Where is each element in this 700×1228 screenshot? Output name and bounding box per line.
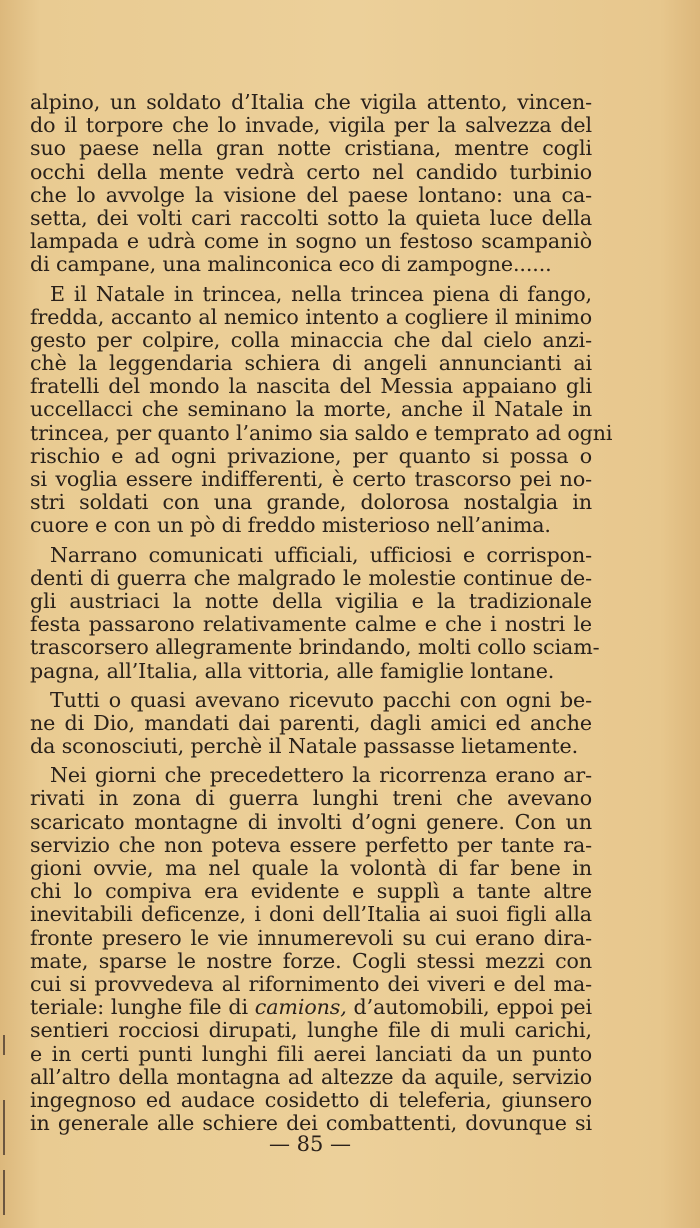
text-line: trincea, per quanto l’animo sia saldo e temprato ad ogni (30, 420, 613, 445)
page-edge-mark (3, 1100, 5, 1155)
text-line: E il Natale in trincea, nella trincea piena di fango, (50, 281, 592, 306)
text-line: denti di guerra che malgrado le molestie continue de- (30, 565, 592, 590)
text-line: rivati in zona di guerra lunghi treni che avevano (30, 786, 592, 811)
page-edge-mark (3, 1170, 5, 1215)
text-line: servizio che non poteva essere perfetto per tante ra- (30, 832, 592, 857)
text-line: do il torpore che lo invade, vigila per la salvezza del (30, 113, 592, 138)
text-line: suo paese nella gran notte cristiana, mentre cogli (30, 136, 592, 161)
text-fragment: teriale: lunghe file di (30, 995, 255, 1020)
italic-word: camions, (254, 995, 347, 1020)
page-body (30, 90, 613, 1141)
text-line: di campane, una malinconica eco di zampogne...... (30, 252, 552, 277)
text-line: Narrano comunicati ufficiali, ufficiosi e corrispon- (50, 542, 592, 567)
text-line: Tutti o quasi avevano ricevuto pacchi con ogni be- (50, 687, 592, 712)
text-line: ne di Dio, mandati dai parenti, dagli amici ed anche (30, 710, 592, 735)
text-line: lampada e udrà come in sogno un festoso scampaniò (30, 229, 592, 254)
text-line: fronte presero le vie innumerevoli su cui erano dira- (30, 925, 592, 950)
text-line: inevitabili deficenze, i doni dell’Italia ai suoi figli alla (30, 902, 592, 927)
text-line: mate, sparse le nostre forze. Cogli stessi mezzi con (30, 948, 592, 973)
text-line: che lo avvolge la visione del paese lontano: una ca- (30, 182, 592, 207)
text-line: e in certi punti lunghi fili aerei lanciati da un punto (30, 1041, 592, 1066)
text-line: scaricato montagne di involti d’ogni genere. Con un (30, 809, 592, 834)
paragraph-3 (30, 542, 600, 683)
text-line: da sconosciuti, perchè il Natale passasse lietamente. (30, 734, 579, 759)
text-line: in generale alle schiere dei combattenti, dovunque si (30, 1111, 592, 1136)
paragraph-4 (30, 689, 592, 759)
text-line: stri soldati con una grande, dolorosa nostalgia in (30, 490, 592, 515)
text-line: pagna, all’Italia, alla vittoria, alle famiglie lontane. (30, 658, 555, 683)
paragraph-2 (30, 281, 613, 538)
text-line: trascorsero allegramente brindando, molti collo sciam- (30, 635, 600, 660)
text-line: rischio e ad ogni privazione, per quanto si possa o (30, 443, 592, 468)
text-line: occhi della mente vedrà certo nel candido turbinio (30, 159, 592, 184)
text-line: alpino, un soldato d’Italia che vigila attento, vincen- (30, 90, 592, 114)
text-line: festa passarono relativamente calme e che i nostri le (30, 612, 592, 637)
text-line: cui si provvedeva al rifornimento dei viveri e del ma- (30, 971, 592, 996)
text-line: setta, dei volti cari raccolti sotto la quieta luce della (30, 205, 592, 230)
text-line: all’altro della montagna ad altezze da aquile, servizio (30, 1064, 592, 1089)
text-line: si voglia essere indifferenti, è certo trascorso pei no- (30, 467, 592, 491)
text-line: fratelli del mondo la nascita del Messia appaiano gli (30, 374, 592, 399)
text-line: gli austriaci la notte della vigilia e la tradizionale (30, 588, 592, 613)
text-line: ingegnoso ed audace cosidetto di teleferia, giunsero (30, 1087, 592, 1112)
text-fragment: d’automobili, eppoi pei (346, 995, 593, 1020)
text-line: Nei giorni che precedettero la ricorrenza erano ar- (50, 763, 592, 788)
paragraph-1 (30, 91, 592, 277)
text-line: sentieri rocciosi dirupati, lunghe file di muli carichi, (30, 1018, 592, 1043)
page-number: — 85 — (268, 1132, 352, 1156)
paragraph-5 (30, 764, 592, 1135)
text-line: uccellacci che seminano la morte, anche il Natale in (30, 397, 592, 422)
text-line-with-italic (30, 996, 592, 1019)
text-line: gioni ovvie, ma nel quale la volontà di far bene in (30, 856, 592, 880)
page-edge-mark (3, 1035, 5, 1055)
text-line: fredda, accanto al nemico intento a cogliere il minimo (30, 304, 592, 329)
text-line: chè la leggendaria schiera di angeli annuncianti ai (30, 351, 592, 376)
text-line: cuore e con un pò di freddo misterioso nell’anima. (30, 513, 551, 538)
text-line: gesto per colpire, colla minaccia che dal cielo anzi- (30, 327, 592, 352)
text-line: chi lo compiva era evidente e supplì a tante altre (30, 879, 592, 904)
